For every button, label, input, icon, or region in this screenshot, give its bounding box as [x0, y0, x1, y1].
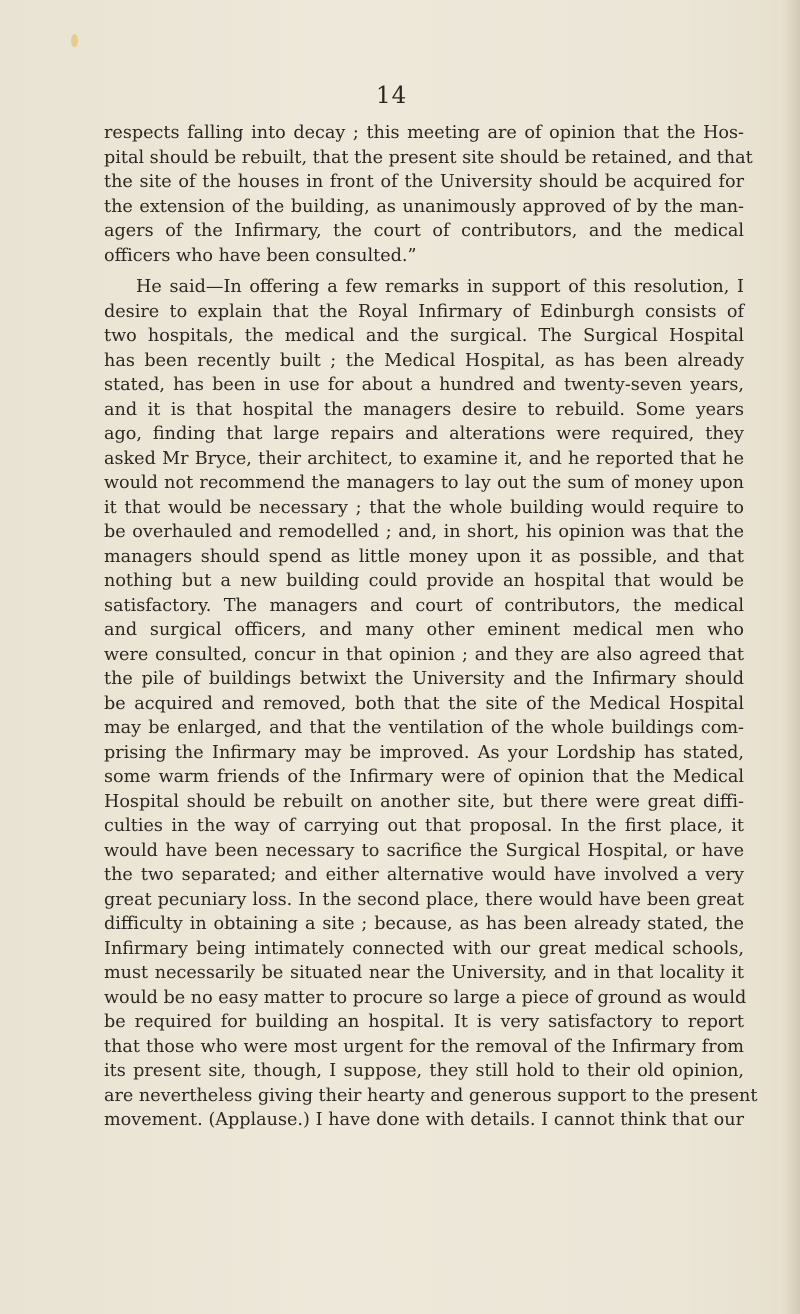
text-line: were consulted, concur in that opinion ; and they are also agreed that	[104, 644, 744, 665]
text-line: be overhauled and remodelled ; and, in short, his opinion was that the	[104, 522, 744, 542]
text-line: and surgical officers, and many other eminent medical men who	[104, 620, 744, 640]
text-line: it that would be necessary ; that the whole building would require to	[104, 497, 744, 518]
text-line: Hospital should be rebuilt on another site, but there were great diffi-	[104, 791, 744, 812]
text-line: desire to explain that the Royal Infirmary of Edinburgh consists of	[104, 301, 744, 322]
text-line: pital should be rebuilt, that the present site should be retained, and that	[104, 147, 753, 168]
text-line: movement. (Applause.) I have done with details. I cannot think that our	[104, 1110, 744, 1130]
page-number: 14	[376, 83, 408, 109]
text-line: and it is that hospital the managers desire to rebuild. Some years	[104, 399, 744, 420]
text-line: would be no easy matter to procure so large a piece of ground as would	[104, 987, 747, 1008]
paragraph-quote-end	[104, 121, 753, 268]
paper-stain	[71, 34, 78, 47]
text-line: would have been necessary to sacrifice the Surgical Hospital, or have	[104, 840, 744, 861]
text-line: officers who have been consulted.”	[104, 245, 417, 266]
text-line: may be enlarged, and that the ventilation of the whole buildings com-	[104, 718, 744, 738]
text-line: Infirmary being intimately connected with our great medical schools,	[104, 938, 744, 959]
text-line: nothing but a new building could provide an hospital that would be	[104, 571, 744, 591]
text-line: some warm friends of the Infirmary were of opinion that the Medical	[104, 767, 744, 787]
text-line: He said—In offering a few remarks in support of this resolution, I	[136, 277, 744, 297]
paragraph-speech	[104, 275, 758, 1133]
text-line: difficulty in obtaining a site ; because, as has been already stated, the	[104, 914, 744, 934]
text-line: are nevertheless giving their hearty and generous support to the present	[104, 1085, 758, 1106]
text-line: be required for building an hospital. It is very satisfactory to report	[104, 1012, 744, 1032]
text-line: asked Mr Bryce, their architect, to examine it, and he reported that he	[104, 448, 744, 469]
text-line: has been recently built ; the Medical Hospital, as has been already	[104, 350, 744, 371]
text-line: ago, finding that large repairs and alterations were required, they	[104, 424, 744, 444]
text-line: that those who were most urgent for the removal of the Infirmary from	[104, 1036, 744, 1057]
body-text	[104, 121, 758, 1133]
text-line: would not recommend the managers to lay out the sum of money upon	[104, 473, 744, 493]
text-line: culties in the way of carrying out that proposal. In the first place, it	[104, 816, 744, 836]
text-line: managers should spend as little money upon it as possible, and that	[104, 546, 744, 567]
text-line: the two separated; and either alternative would have involved a very	[104, 865, 744, 885]
text-line: stated, has been in use for about a hundred and twenty-seven years,	[104, 375, 744, 395]
text-line: two hospitals, the medical and the surgical. The Surgical Hospital	[104, 326, 744, 346]
text-line: must necessarily be situated near the University, and in that locality it	[104, 963, 744, 983]
page-edge-shadow	[782, 0, 800, 1314]
text-line: great pecuniary loss. In the second place, there would have been great	[104, 889, 744, 910]
text-line: its present site, though, I suppose, they still hold to their old opinion,	[104, 1061, 744, 1081]
text-line: prising the Infirmary may be improved. As your Lordship has stated,	[104, 742, 744, 763]
text-line: be acquired and removed, both that the site of the Medical Hospital	[104, 693, 744, 714]
text-line: agers of the Infirmary, the court of contributors, and the medical	[104, 221, 744, 241]
text-line: the extension of the building, as unanimously approved of by the man-	[104, 196, 744, 217]
text-line: respects falling into decay ; this meeting are of opinion that the Hos-	[104, 123, 744, 143]
text-line: the site of the houses in front of the University should be acquired for	[104, 172, 744, 192]
paragraph-spacing	[104, 268, 744, 275]
text-line: the pile of buildings betwixt the University and the Infirmary should	[104, 669, 744, 689]
text-line: satisfactory. The managers and court of contributors, the medical	[104, 595, 744, 616]
